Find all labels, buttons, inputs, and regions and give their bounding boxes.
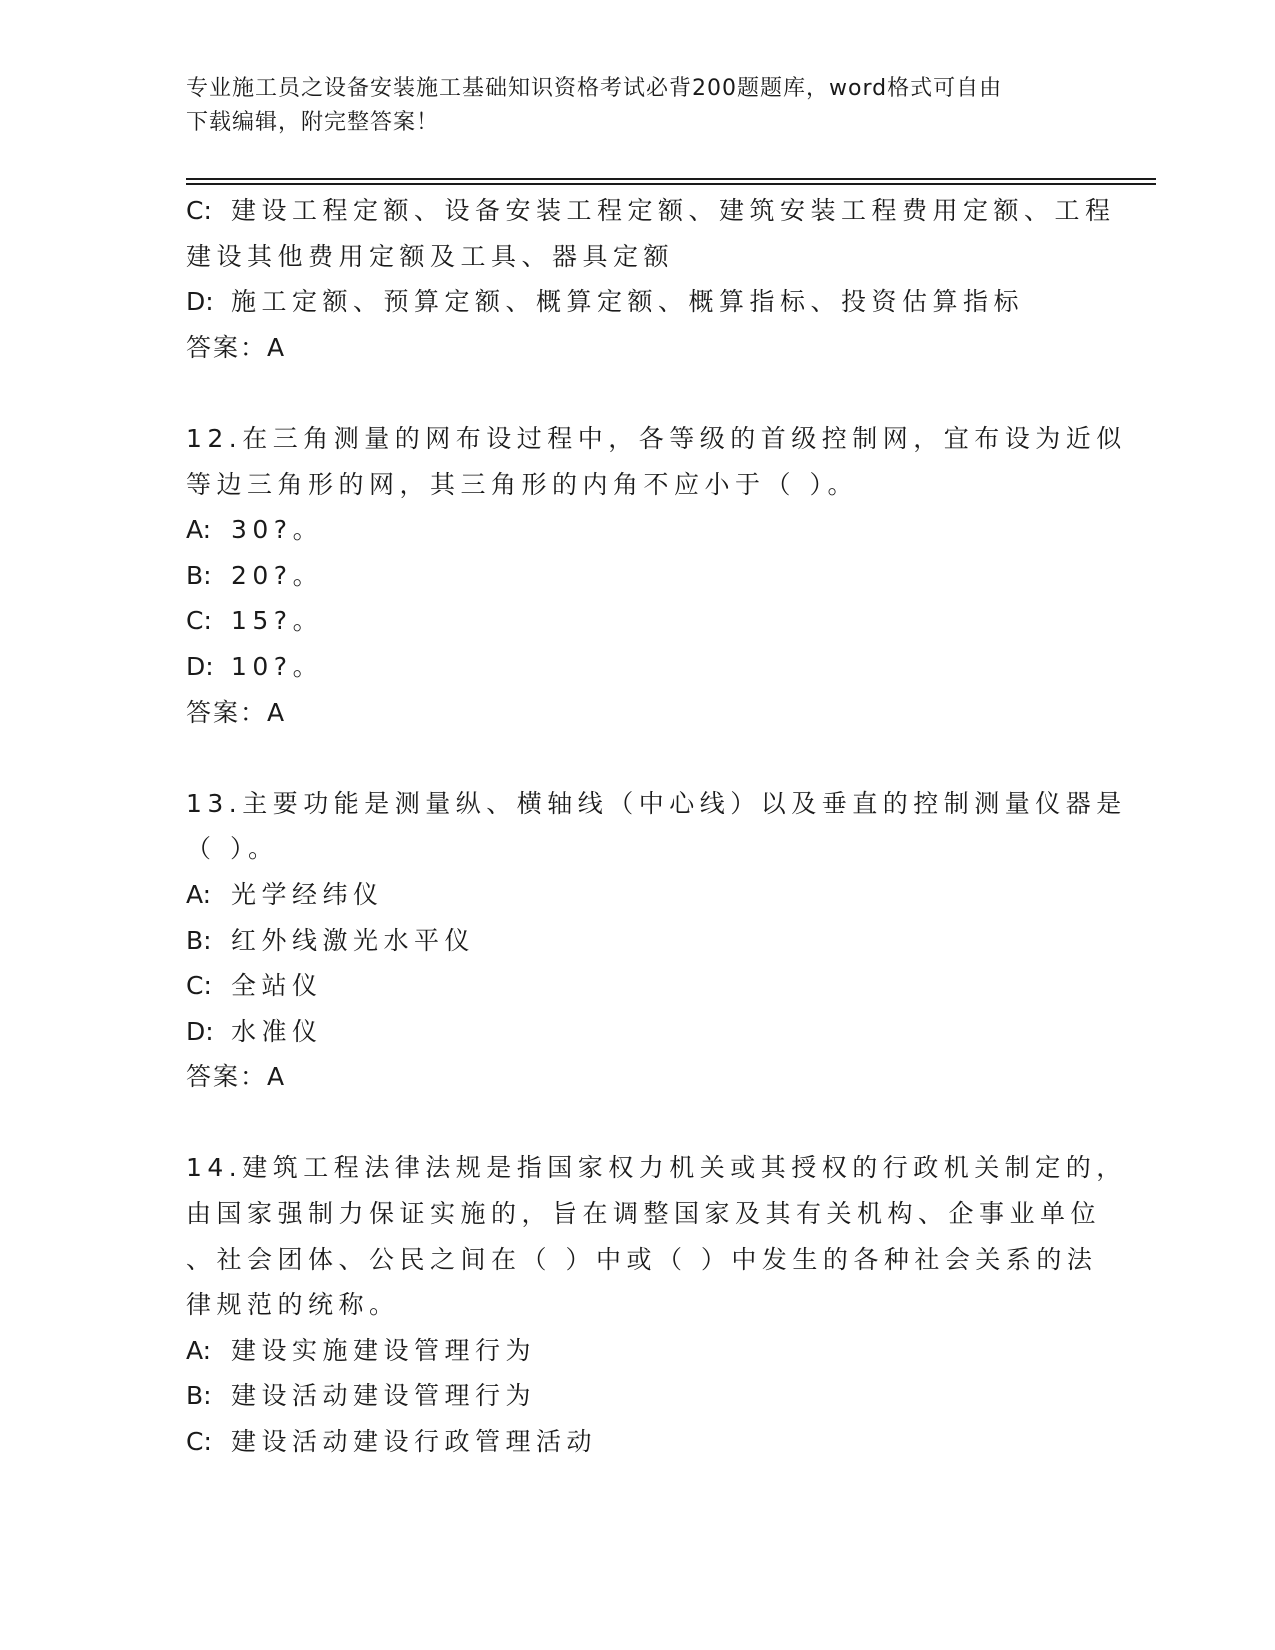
question-stem: 12.在三角测量的网布设过程中，各等级的首级控制网，宜布设为近似 <box>186 423 1127 453</box>
option-c-continuation: 建设其他费用定额及工具、器具定额 <box>186 241 675 271</box>
option-b <box>186 553 1076 599</box>
option-label: A: <box>186 515 212 545</box>
question-stem-continuation: 律规范的统称。 <box>186 1290 400 1320</box>
header-divider-top <box>186 178 1156 180</box>
option-d <box>186 644 1076 690</box>
option-label: C: <box>186 606 212 636</box>
option-a <box>186 872 1076 918</box>
option-text: 建设实施建设管理行为 <box>231 1335 537 1365</box>
question-11-tail <box>186 188 1116 370</box>
option-label: D: <box>186 287 214 317</box>
spacer <box>186 1100 1076 1146</box>
answer: 答案：A <box>186 1062 287 1092</box>
option-text: 20?。 <box>231 560 324 590</box>
option-d <box>186 1009 1076 1055</box>
question-stem-continuation: 等边三角形的网，其三角形的内角不应小于（ ）。 <box>186 469 858 499</box>
option-label: C: <box>186 196 212 225</box>
header-title-line-1: 专业施工员之设备安装施工基础知识资格考试必背200题题库，word格式可自由 <box>186 76 1003 101</box>
spacer <box>186 735 1076 781</box>
question-13 <box>186 781 1127 1100</box>
option-b <box>186 1373 1076 1419</box>
option-text: 全站仪 <box>231 971 323 1001</box>
option-label: C: <box>186 971 212 1001</box>
option-text: 建设工程定额、设备安装工程定额、建筑安装工程费用定额、工程 <box>231 196 1116 225</box>
header-title-line-2: 下载编辑，附完整答案！ <box>186 110 440 135</box>
question-stem: 13.主要功能是测量纵、横轴线（中心线）以及垂直的控制测量仪器是 <box>186 788 1127 818</box>
option-c <box>186 188 1116 234</box>
option-label: B: <box>186 925 212 955</box>
answer: 答案：A <box>186 697 287 727</box>
option-text: 红外线激光水平仪 <box>231 925 476 955</box>
question-12 <box>186 416 1127 735</box>
option-text: 施工定额、预算定额、概算定额、概算指标、投资估算指标 <box>231 287 1025 317</box>
spacer <box>186 370 1076 416</box>
option-text: 15?。 <box>231 606 324 636</box>
option-label: A: <box>186 1335 212 1365</box>
question-stem-continuation: 由国家强制力保证实施的，旨在调整国家及其有关机构、企事业单位 <box>186 1199 1102 1229</box>
option-text: 建设活动建设行政管理活动 <box>231 1427 598 1457</box>
option-label: B: <box>186 1381 212 1411</box>
option-a <box>186 1328 1076 1374</box>
option-text: 光学经纬仪 <box>231 879 384 909</box>
page-header <box>186 72 1086 140</box>
question-stem-continuation: （ ）。 <box>186 834 279 864</box>
option-text: 建设活动建设管理行为 <box>231 1381 537 1411</box>
option-b <box>186 918 1076 964</box>
question-list <box>186 188 1127 1465</box>
question-14 <box>186 1145 1127 1464</box>
header-divider-bottom <box>186 183 1156 185</box>
option-text: 10?。 <box>231 651 324 681</box>
option-a <box>186 507 1076 553</box>
answer: 答案：A <box>186 332 287 362</box>
option-label: B: <box>186 560 212 590</box>
option-c <box>186 963 1076 1009</box>
option-text: 水准仪 <box>231 1016 323 1046</box>
option-label: D: <box>186 1016 214 1046</box>
option-label: D: <box>186 651 214 681</box>
option-label: A: <box>186 879 212 909</box>
question-stem: 14.建筑工程法律法规是指国家权力机关或其授权的行政机关制定的， <box>186 1153 1127 1183</box>
option-c <box>186 598 1076 644</box>
option-d <box>186 279 1076 325</box>
option-label: C: <box>186 1427 212 1457</box>
option-text: 30?。 <box>231 515 324 545</box>
option-c <box>186 1419 1076 1465</box>
question-stem-continuation: 、社会团体、公民之间在（ ）中或（ ）中发生的各种社会关系的法 <box>186 1244 1098 1274</box>
